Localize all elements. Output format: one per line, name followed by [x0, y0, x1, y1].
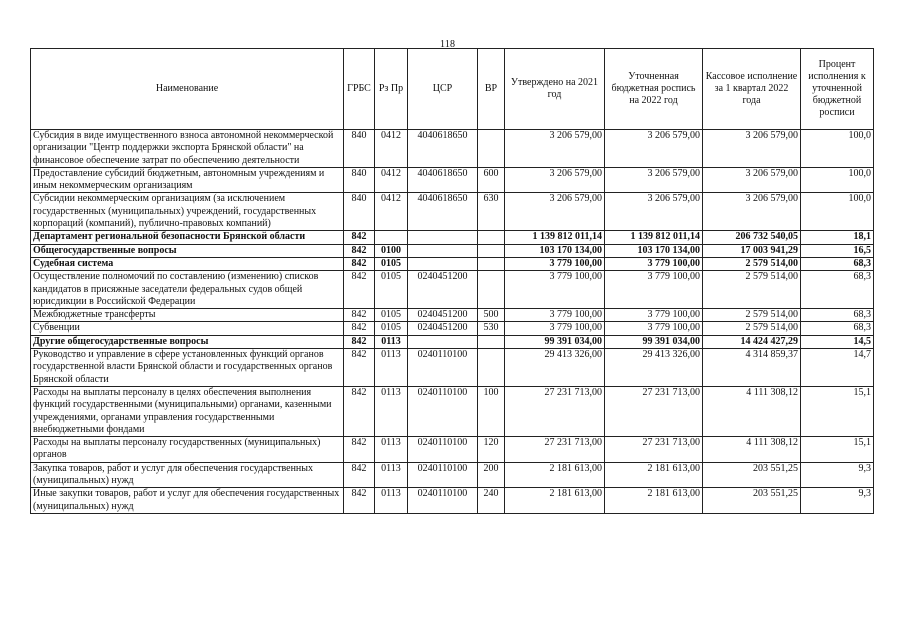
row-cash: 4 111 308,12 [703, 437, 801, 463]
budget-table [30, 48, 874, 514]
row-rzpr: 0113 [375, 349, 408, 387]
row-approved: 99 391 034,00 [505, 335, 605, 348]
row-grbs: 842 [344, 437, 375, 463]
row-grbs: 842 [344, 386, 375, 436]
row-vr [478, 271, 505, 309]
row-cash: 206 732 540,05 [703, 231, 801, 244]
row-csr: 0240110100 [408, 386, 478, 436]
row-approved: 29 413 326,00 [505, 349, 605, 387]
row-cash: 203 551,25 [703, 488, 801, 514]
row-approved: 2 181 613,00 [505, 462, 605, 488]
row-rzpr [375, 231, 408, 244]
row-csr: 4040618650 [408, 130, 478, 168]
row-csr: 0240110100 [408, 349, 478, 387]
row-name: Руководство и управление в сфере установленных функций органов государственной власти Брянской области и государственных органов Брянской области [31, 349, 344, 387]
table-row [31, 437, 874, 463]
column-header: Рз Пр [375, 49, 408, 130]
row-percent: 14,7 [801, 349, 874, 387]
row-rzpr: 0100 [375, 244, 408, 257]
row-cash: 4 314 859,37 [703, 349, 801, 387]
row-percent: 68,3 [801, 309, 874, 322]
row-csr: 0240451200 [408, 271, 478, 309]
row-rzpr: 0105 [375, 322, 408, 335]
row-cash: 2 579 514,00 [703, 271, 801, 309]
row-percent: 68,3 [801, 271, 874, 309]
table-header-row [31, 49, 874, 130]
column-header: ЦСР [408, 49, 478, 130]
row-approved: 2 181 613,00 [505, 488, 605, 514]
row-percent: 18,1 [801, 231, 874, 244]
table-row [31, 130, 874, 168]
row-rzpr: 0412 [375, 167, 408, 193]
row-cash: 3 206 579,00 [703, 193, 801, 231]
row-refined: 3 206 579,00 [605, 167, 703, 193]
row-refined: 3 779 100,00 [605, 322, 703, 335]
row-percent: 14,5 [801, 335, 874, 348]
row-refined: 3 779 100,00 [605, 309, 703, 322]
row-grbs: 842 [344, 309, 375, 322]
row-percent: 15,1 [801, 386, 874, 436]
row-grbs: 842 [344, 322, 375, 335]
row-vr: 100 [478, 386, 505, 436]
row-rzpr: 0105 [375, 257, 408, 270]
row-refined: 3 779 100,00 [605, 271, 703, 309]
row-rzpr: 0105 [375, 309, 408, 322]
row-grbs: 842 [344, 462, 375, 488]
row-vr: 120 [478, 437, 505, 463]
row-vr: 200 [478, 462, 505, 488]
row-approved: 27 231 713,00 [505, 437, 605, 463]
row-name: Субсидия в виде имущественного взноса автономной некоммерческой организации "Центр поддержки экспорта Брянской области" на финансовое обеспечение затрат по обеспечению деятельности [31, 130, 344, 168]
row-csr [408, 257, 478, 270]
table-row [31, 335, 874, 348]
column-header: Кассовое исполнение за 1 квартал 2022 года [703, 49, 801, 130]
row-name: Субсидии некоммерческим организациям (за исключением государственных (муниципальных) учреждений, государственных корпораций (компаний), публично-правовых компаний) [31, 193, 344, 231]
table-row [31, 244, 874, 257]
row-csr: 0240451200 [408, 322, 478, 335]
table-row [31, 349, 874, 387]
row-rzpr: 0113 [375, 437, 408, 463]
row-cash: 4 111 308,12 [703, 386, 801, 436]
row-vr [478, 130, 505, 168]
row-name: Межбюджетные трансферты [31, 309, 344, 322]
row-approved: 3 779 100,00 [505, 271, 605, 309]
table-row [31, 167, 874, 193]
row-percent: 68,3 [801, 322, 874, 335]
row-approved: 3 779 100,00 [505, 322, 605, 335]
table-row [31, 271, 874, 309]
row-approved: 1 139 812 011,14 [505, 231, 605, 244]
row-grbs: 842 [344, 257, 375, 270]
row-refined: 29 413 326,00 [605, 349, 703, 387]
column-header: Наименование [31, 49, 344, 130]
row-refined: 3 779 100,00 [605, 257, 703, 270]
row-name: Судебная система [31, 257, 344, 270]
row-refined: 103 170 134,00 [605, 244, 703, 257]
row-vr: 500 [478, 309, 505, 322]
row-approved: 3 779 100,00 [505, 257, 605, 270]
row-cash: 3 206 579,00 [703, 167, 801, 193]
row-name: Расходы на выплаты персоналу государственных (муниципальных) органов [31, 437, 344, 463]
table-row [31, 386, 874, 436]
row-csr: 4040618650 [408, 193, 478, 231]
row-name: Другие общегосударственные вопросы [31, 335, 344, 348]
row-csr: 4040618650 [408, 167, 478, 193]
row-approved: 103 170 134,00 [505, 244, 605, 257]
row-csr: 0240451200 [408, 309, 478, 322]
row-csr [408, 244, 478, 257]
row-refined: 1 139 812 011,14 [605, 231, 703, 244]
row-refined: 2 181 613,00 [605, 488, 703, 514]
row-name: Закупка товаров, работ и услуг для обеспечения государственных (муниципальных) нужд [31, 462, 344, 488]
row-percent: 16,5 [801, 244, 874, 257]
row-vr: 240 [478, 488, 505, 514]
row-name: Осуществление полномочий по составлению (изменению) списков кандидатов в присяжные заседатели федеральных судов общей юрисдикции в Российской Федерации [31, 271, 344, 309]
row-percent: 68,3 [801, 257, 874, 270]
row-cash: 3 206 579,00 [703, 130, 801, 168]
row-refined: 27 231 713,00 [605, 386, 703, 436]
table-row [31, 322, 874, 335]
row-vr [478, 349, 505, 387]
row-refined: 99 391 034,00 [605, 335, 703, 348]
table-row [31, 488, 874, 514]
row-rzpr: 0113 [375, 462, 408, 488]
table-row [31, 231, 874, 244]
row-vr [478, 257, 505, 270]
row-approved: 3 206 579,00 [505, 167, 605, 193]
row-percent: 15,1 [801, 437, 874, 463]
row-refined: 3 206 579,00 [605, 193, 703, 231]
table-row [31, 309, 874, 322]
row-vr: 530 [478, 322, 505, 335]
row-percent: 100,0 [801, 193, 874, 231]
page-number: 118 [440, 39, 456, 50]
row-percent: 9,3 [801, 462, 874, 488]
row-name: Предоставление субсидий бюджетным, автономным учреждениям и иным некоммерческим организациям [31, 167, 344, 193]
column-header: Утверждено на 2021 год [505, 49, 605, 130]
row-csr: 0240110100 [408, 488, 478, 514]
row-name: Иные закупки товаров, работ и услуг для обеспечения государственных (муниципальных) нужд [31, 488, 344, 514]
row-refined: 3 206 579,00 [605, 130, 703, 168]
row-rzpr: 0105 [375, 271, 408, 309]
row-vr: 600 [478, 167, 505, 193]
row-rzpr: 0113 [375, 488, 408, 514]
table-row [31, 462, 874, 488]
row-cash: 2 579 514,00 [703, 309, 801, 322]
row-refined: 27 231 713,00 [605, 437, 703, 463]
row-grbs: 842 [344, 335, 375, 348]
row-csr [408, 231, 478, 244]
table-row [31, 193, 874, 231]
row-cash: 203 551,25 [703, 462, 801, 488]
row-vr [478, 231, 505, 244]
row-grbs: 840 [344, 130, 375, 168]
row-rzpr: 0412 [375, 130, 408, 168]
row-grbs: 840 [344, 193, 375, 231]
row-cash: 2 579 514,00 [703, 322, 801, 335]
row-approved: 27 231 713,00 [505, 386, 605, 436]
row-grbs: 842 [344, 488, 375, 514]
row-refined: 2 181 613,00 [605, 462, 703, 488]
row-name: Общегосударственные вопросы [31, 244, 344, 257]
row-csr: 0240110100 [408, 437, 478, 463]
row-rzpr: 0412 [375, 193, 408, 231]
row-grbs: 842 [344, 349, 375, 387]
row-vr: 630 [478, 193, 505, 231]
row-grbs: 842 [344, 271, 375, 309]
row-vr [478, 335, 505, 348]
row-cash: 17 003 941,29 [703, 244, 801, 257]
table-body [31, 130, 874, 514]
row-rzpr: 0113 [375, 386, 408, 436]
row-grbs: 842 [344, 244, 375, 257]
column-header: Процент исполнения к уточненной бюджетной росписи [801, 49, 874, 130]
column-header: Уточненная бюджетная роспись на 2022 год [605, 49, 703, 130]
column-header: ГРБС [344, 49, 375, 130]
row-vr [478, 244, 505, 257]
row-csr [408, 335, 478, 348]
row-approved: 3 206 579,00 [505, 130, 605, 168]
row-cash: 2 579 514,00 [703, 257, 801, 270]
row-percent: 100,0 [801, 130, 874, 168]
table-row [31, 257, 874, 270]
row-approved: 3 779 100,00 [505, 309, 605, 322]
row-grbs: 842 [344, 231, 375, 244]
row-percent: 9,3 [801, 488, 874, 514]
column-header: ВР [478, 49, 505, 130]
row-cash: 14 424 427,29 [703, 335, 801, 348]
row-approved: 3 206 579,00 [505, 193, 605, 231]
row-grbs: 840 [344, 167, 375, 193]
row-csr: 0240110100 [408, 462, 478, 488]
row-name: Субвенции [31, 322, 344, 335]
row-name: Расходы на выплаты персоналу в целях обеспечения выполнения функций государственными (муниципальными) органами, казенными учреждениями, органами управления государственными внебюджетными фондами [31, 386, 344, 436]
row-percent: 100,0 [801, 167, 874, 193]
row-rzpr: 0113 [375, 335, 408, 348]
row-name: Департамент региональной безопасности Брянской области [31, 231, 344, 244]
